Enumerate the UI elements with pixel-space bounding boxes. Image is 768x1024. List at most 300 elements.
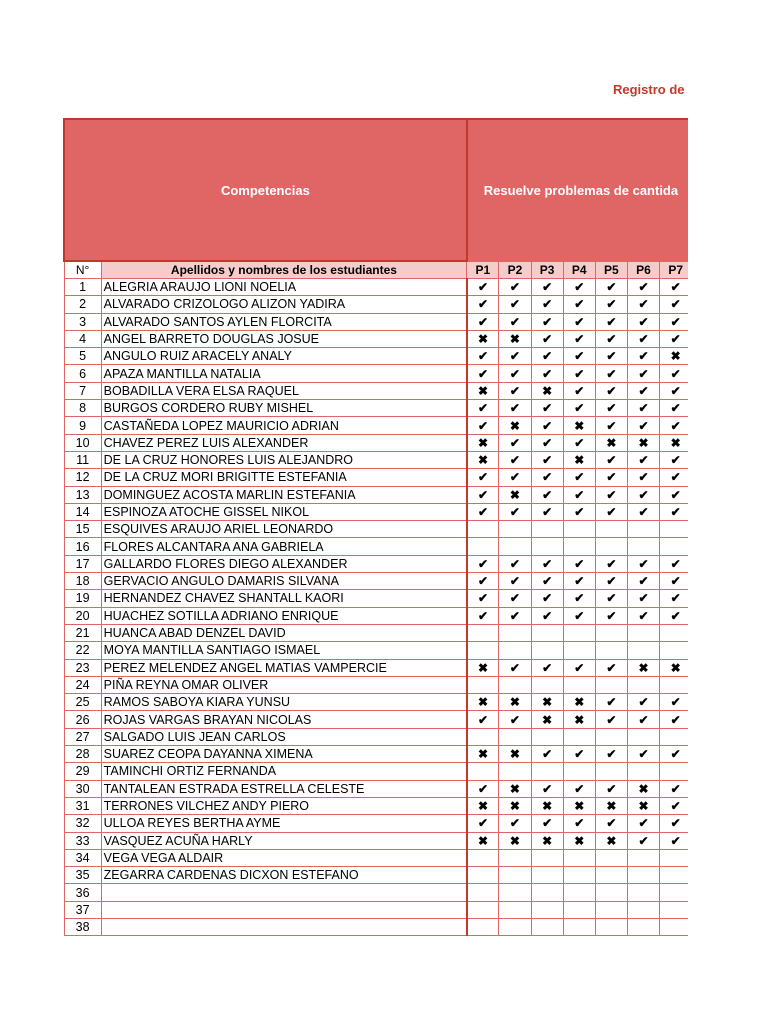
row-number-cell[interactable]: 12 [64, 469, 101, 486]
row-number-cell[interactable]: 16 [64, 538, 101, 555]
mark-cell-p7[interactable] [660, 901, 688, 918]
mark-cell-p3[interactable]: ✖ [531, 711, 563, 728]
mark-cell-p7[interactable]: ✔ [660, 313, 688, 330]
mark-cell-p6[interactable]: ✔ [627, 746, 659, 763]
mark-cell-p2[interactable]: ✔ [499, 573, 531, 590]
mark-cell-p7[interactable]: ✔ [660, 365, 688, 382]
mark-cell-p4[interactable] [563, 763, 595, 780]
student-name-cell[interactable]: ESPINOZA ATOCHE GISSEL NIKOL [101, 503, 467, 520]
mark-cell-p3[interactable]: ✖ [531, 382, 563, 399]
mark-cell-p2[interactable] [499, 676, 531, 693]
mark-cell-p5[interactable]: ✔ [595, 296, 627, 313]
student-name-cell[interactable] [101, 884, 467, 901]
mark-cell-p7[interactable]: ✔ [660, 815, 688, 832]
row-number-cell[interactable]: 3 [64, 313, 101, 330]
mark-cell-p7[interactable]: ✔ [660, 382, 688, 399]
mark-cell-p7[interactable]: ✖ [660, 659, 688, 676]
mark-cell-p6[interactable]: ✔ [627, 313, 659, 330]
student-name-cell[interactable]: ALVARADO CRIZOLOGO ALIZON YADIRA [101, 296, 467, 313]
mark-cell-p2[interactable] [499, 763, 531, 780]
mark-cell-p7[interactable]: ✔ [660, 746, 688, 763]
mark-cell-p3[interactable]: ✔ [531, 659, 563, 676]
mark-cell-p1[interactable]: ✖ [467, 832, 499, 849]
mark-cell-p3[interactable]: ✔ [531, 365, 563, 382]
student-name-cell[interactable]: ALEGRIA ARAUJO LIONI NOELIA [101, 279, 467, 296]
student-name-cell[interactable] [101, 901, 467, 918]
mark-cell-p7[interactable]: ✔ [660, 832, 688, 849]
student-name-cell[interactable]: CHAVEZ PEREZ LUIS ALEXANDER [101, 434, 467, 451]
mark-cell-p3[interactable] [531, 867, 563, 884]
mark-cell-p2[interactable]: ✔ [499, 503, 531, 520]
mark-cell-p6[interactable] [627, 884, 659, 901]
student-name-cell[interactable]: ULLOA REYES BERTHA AYME [101, 815, 467, 832]
row-number-cell[interactable]: 32 [64, 815, 101, 832]
row-number-cell[interactable]: 4 [64, 330, 101, 347]
mark-cell-p3[interactable]: ✖ [531, 832, 563, 849]
mark-cell-p6[interactable]: ✔ [627, 296, 659, 313]
mark-cell-p4[interactable]: ✔ [563, 400, 595, 417]
mark-cell-p4[interactable]: ✔ [563, 365, 595, 382]
mark-cell-p5[interactable] [595, 763, 627, 780]
row-number-cell[interactable]: 25 [64, 694, 101, 711]
mark-cell-p2[interactable] [499, 728, 531, 745]
mark-cell-p7[interactable] [660, 676, 688, 693]
mark-cell-p4[interactable]: ✔ [563, 555, 595, 572]
mark-cell-p6[interactable]: ✔ [627, 590, 659, 607]
mark-cell-p2[interactable]: ✖ [499, 694, 531, 711]
mark-cell-p3[interactable]: ✔ [531, 434, 563, 451]
row-number-cell[interactable]: 6 [64, 365, 101, 382]
mark-cell-p4[interactable] [563, 918, 595, 935]
student-name-cell[interactable]: GERVACIO ANGULO DAMARIS SILVANA [101, 573, 467, 590]
row-number-cell[interactable]: 2 [64, 296, 101, 313]
mark-cell-p7[interactable]: ✔ [660, 451, 688, 468]
mark-cell-p4[interactable]: ✖ [563, 694, 595, 711]
mark-cell-p6[interactable] [627, 867, 659, 884]
mark-cell-p1[interactable]: ✔ [467, 555, 499, 572]
mark-cell-p4[interactable] [563, 849, 595, 866]
mark-cell-p7[interactable] [660, 521, 688, 538]
row-number-cell[interactable]: 7 [64, 382, 101, 399]
mark-cell-p6[interactable] [627, 901, 659, 918]
mark-cell-p6[interactable] [627, 624, 659, 641]
student-name-cell[interactable]: ESQUIVES ARAUJO ARIEL LEONARDO [101, 521, 467, 538]
mark-cell-p6[interactable] [627, 763, 659, 780]
mark-cell-p2[interactable]: ✖ [499, 832, 531, 849]
mark-cell-p6[interactable]: ✔ [627, 400, 659, 417]
mark-cell-p2[interactable]: ✔ [499, 296, 531, 313]
mark-cell-p2[interactable]: ✔ [499, 313, 531, 330]
mark-cell-p7[interactable]: ✖ [660, 348, 688, 365]
mark-cell-p3[interactable]: ✔ [531, 780, 563, 797]
mark-cell-p2[interactable]: ✖ [499, 797, 531, 814]
mark-cell-p3[interactable]: ✔ [531, 400, 563, 417]
row-number-cell[interactable]: 11 [64, 451, 101, 468]
row-number-cell[interactable]: 21 [64, 624, 101, 641]
mark-cell-p1[interactable] [467, 884, 499, 901]
mark-cell-p5[interactable]: ✔ [595, 348, 627, 365]
mark-cell-p4[interactable]: ✔ [563, 330, 595, 347]
mark-cell-p3[interactable] [531, 849, 563, 866]
mark-cell-p4[interactable]: ✔ [563, 382, 595, 399]
mark-cell-p1[interactable]: ✖ [467, 434, 499, 451]
mark-cell-p2[interactable]: ✖ [499, 746, 531, 763]
mark-cell-p6[interactable] [627, 521, 659, 538]
mark-cell-p4[interactable] [563, 521, 595, 538]
student-name-cell[interactable]: TERRONES VILCHEZ ANDY PIERO [101, 797, 467, 814]
mark-cell-p1[interactable]: ✖ [467, 659, 499, 676]
mark-cell-p2[interactable] [499, 538, 531, 555]
mark-cell-p6[interactable]: ✔ [627, 279, 659, 296]
mark-cell-p7[interactable] [660, 918, 688, 935]
mark-cell-p7[interactable]: ✔ [660, 503, 688, 520]
mark-cell-p5[interactable]: ✔ [595, 659, 627, 676]
mark-cell-p2[interactable]: ✔ [499, 711, 531, 728]
row-number-cell[interactable]: 23 [64, 659, 101, 676]
mark-cell-p5[interactable] [595, 918, 627, 935]
mark-cell-p6[interactable]: ✔ [627, 382, 659, 399]
mark-cell-p2[interactable] [499, 521, 531, 538]
student-name-cell[interactable]: VASQUEZ ACUÑA HARLY [101, 832, 467, 849]
mark-cell-p3[interactable]: ✔ [531, 815, 563, 832]
mark-cell-p2[interactable]: ✔ [499, 607, 531, 624]
student-name-cell[interactable]: ANGULO RUIZ ARACELY ANALY [101, 348, 467, 365]
student-name-cell[interactable]: MOYA MANTILLA SANTIAGO ISMAEL [101, 642, 467, 659]
mark-cell-p1[interactable]: ✖ [467, 694, 499, 711]
student-name-cell[interactable]: HERNANDEZ CHAVEZ SHANTALL KAORI [101, 590, 467, 607]
mark-cell-p2[interactable] [499, 918, 531, 935]
mark-cell-p7[interactable]: ✔ [660, 486, 688, 503]
mark-cell-p4[interactable]: ✔ [563, 780, 595, 797]
mark-cell-p4[interactable]: ✖ [563, 451, 595, 468]
mark-cell-p5[interactable] [595, 901, 627, 918]
mark-cell-p3[interactable] [531, 901, 563, 918]
mark-cell-p3[interactable]: ✔ [531, 746, 563, 763]
mark-cell-p3[interactable]: ✖ [531, 797, 563, 814]
mark-cell-p7[interactable]: ✔ [660, 555, 688, 572]
mark-cell-p3[interactable]: ✔ [531, 486, 563, 503]
mark-cell-p3[interactable]: ✔ [531, 417, 563, 434]
mark-cell-p1[interactable] [467, 763, 499, 780]
mark-cell-p4[interactable] [563, 728, 595, 745]
mark-cell-p5[interactable]: ✔ [595, 590, 627, 607]
mark-cell-p2[interactable] [499, 642, 531, 659]
row-number-cell[interactable]: 36 [64, 884, 101, 901]
mark-cell-p1[interactable]: ✖ [467, 451, 499, 468]
mark-cell-p3[interactable]: ✔ [531, 330, 563, 347]
mark-cell-p7[interactable]: ✔ [660, 780, 688, 797]
mark-cell-p1[interactable] [467, 521, 499, 538]
row-number-cell[interactable]: 9 [64, 417, 101, 434]
mark-cell-p4[interactable]: ✔ [563, 503, 595, 520]
mark-cell-p1[interactable]: ✔ [467, 711, 499, 728]
row-number-cell[interactable]: 17 [64, 555, 101, 572]
row-number-cell[interactable]: 20 [64, 607, 101, 624]
mark-cell-p5[interactable]: ✔ [595, 486, 627, 503]
mark-cell-p1[interactable] [467, 642, 499, 659]
mark-cell-p2[interactable] [499, 624, 531, 641]
mark-cell-p7[interactable]: ✔ [660, 590, 688, 607]
mark-cell-p4[interactable] [563, 867, 595, 884]
mark-cell-p2[interactable]: ✔ [499, 555, 531, 572]
mark-cell-p3[interactable]: ✔ [531, 451, 563, 468]
row-number-cell[interactable]: 30 [64, 780, 101, 797]
mark-cell-p6[interactable] [627, 676, 659, 693]
mark-cell-p6[interactable] [627, 642, 659, 659]
mark-cell-p2[interactable]: ✔ [499, 451, 531, 468]
mark-cell-p3[interactable]: ✔ [531, 296, 563, 313]
mark-cell-p4[interactable] [563, 901, 595, 918]
mark-cell-p4[interactable]: ✔ [563, 590, 595, 607]
mark-cell-p1[interactable]: ✔ [467, 469, 499, 486]
mark-cell-p1[interactable] [467, 849, 499, 866]
student-name-cell[interactable]: FLORES ALCANTARA ANA GABRIELA [101, 538, 467, 555]
mark-cell-p1[interactable]: ✔ [467, 573, 499, 590]
mark-cell-p3[interactable]: ✔ [531, 555, 563, 572]
mark-cell-p7[interactable]: ✔ [660, 607, 688, 624]
mark-cell-p2[interactable]: ✔ [499, 659, 531, 676]
mark-cell-p2[interactable] [499, 867, 531, 884]
student-name-cell[interactable]: ALVARADO SANTOS AYLEN FLORCITA [101, 313, 467, 330]
mark-cell-p7[interactable] [660, 538, 688, 555]
mark-cell-p5[interactable] [595, 849, 627, 866]
student-name-cell[interactable]: ANGEL BARRETO DOUGLAS JOSUE [101, 330, 467, 347]
mark-cell-p3[interactable]: ✔ [531, 573, 563, 590]
mark-cell-p1[interactable]: ✖ [467, 746, 499, 763]
mark-cell-p4[interactable] [563, 642, 595, 659]
mark-cell-p7[interactable] [660, 884, 688, 901]
mark-cell-p6[interactable]: ✖ [627, 780, 659, 797]
row-number-cell[interactable]: 26 [64, 711, 101, 728]
mark-cell-p1[interactable]: ✖ [467, 797, 499, 814]
mark-cell-p1[interactable]: ✔ [467, 296, 499, 313]
mark-cell-p5[interactable]: ✔ [595, 555, 627, 572]
mark-cell-p1[interactable] [467, 867, 499, 884]
student-name-cell[interactable]: TANTALEAN ESTRADA ESTRELLA CELESTE [101, 780, 467, 797]
mark-cell-p7[interactable]: ✖ [660, 434, 688, 451]
mark-cell-p5[interactable]: ✔ [595, 694, 627, 711]
row-number-cell[interactable]: 29 [64, 763, 101, 780]
mark-cell-p6[interactable]: ✖ [627, 434, 659, 451]
mark-cell-p2[interactable] [499, 901, 531, 918]
mark-cell-p6[interactable]: ✔ [627, 832, 659, 849]
mark-cell-p7[interactable]: ✔ [660, 711, 688, 728]
mark-cell-p6[interactable]: ✔ [627, 348, 659, 365]
mark-cell-p5[interactable]: ✔ [595, 313, 627, 330]
mark-cell-p3[interactable]: ✔ [531, 469, 563, 486]
mark-cell-p4[interactable] [563, 676, 595, 693]
row-number-cell[interactable]: 37 [64, 901, 101, 918]
student-name-cell[interactable]: ROJAS VARGAS BRAYAN NICOLAS [101, 711, 467, 728]
mark-cell-p4[interactable]: ✔ [563, 573, 595, 590]
mark-cell-p6[interactable] [627, 918, 659, 935]
mark-cell-p5[interactable]: ✔ [595, 365, 627, 382]
mark-cell-p7[interactable] [660, 728, 688, 745]
student-name-cell[interactable]: DOMINGUEZ ACOSTA MARLIN ESTEFANIA [101, 486, 467, 503]
mark-cell-p5[interactable] [595, 728, 627, 745]
mark-cell-p1[interactable]: ✖ [467, 382, 499, 399]
mark-cell-p5[interactable] [595, 624, 627, 641]
mark-cell-p4[interactable]: ✔ [563, 348, 595, 365]
mark-cell-p3[interactable] [531, 918, 563, 935]
student-name-cell[interactable]: BURGOS CORDERO RUBY MISHEL [101, 400, 467, 417]
mark-cell-p7[interactable] [660, 642, 688, 659]
mark-cell-p2[interactable]: ✔ [499, 279, 531, 296]
mark-cell-p6[interactable]: ✔ [627, 330, 659, 347]
mark-cell-p1[interactable]: ✔ [467, 815, 499, 832]
mark-cell-p6[interactable]: ✖ [627, 797, 659, 814]
student-name-cell[interactable]: TAMINCHI ORTIZ FERNANDA [101, 763, 467, 780]
row-number-cell[interactable]: 38 [64, 918, 101, 935]
mark-cell-p3[interactable]: ✖ [531, 694, 563, 711]
mark-cell-p6[interactable]: ✔ [627, 573, 659, 590]
mark-cell-p5[interactable]: ✔ [595, 607, 627, 624]
mark-cell-p1[interactable] [467, 676, 499, 693]
mark-cell-p7[interactable] [660, 867, 688, 884]
mark-cell-p1[interactable]: ✔ [467, 313, 499, 330]
mark-cell-p5[interactable]: ✖ [595, 797, 627, 814]
mark-cell-p1[interactable]: ✔ [467, 503, 499, 520]
mark-cell-p5[interactable]: ✖ [595, 434, 627, 451]
mark-cell-p4[interactable] [563, 884, 595, 901]
mark-cell-p7[interactable]: ✔ [660, 694, 688, 711]
row-number-cell[interactable]: 24 [64, 676, 101, 693]
student-name-cell[interactable]: RAMOS SABOYA KIARA YUNSU [101, 694, 467, 711]
mark-cell-p1[interactable]: ✔ [467, 348, 499, 365]
mark-cell-p3[interactable] [531, 676, 563, 693]
mark-cell-p2[interactable]: ✔ [499, 348, 531, 365]
mark-cell-p6[interactable]: ✔ [627, 555, 659, 572]
mark-cell-p5[interactable]: ✔ [595, 330, 627, 347]
row-number-cell[interactable]: 27 [64, 728, 101, 745]
row-number-cell[interactable]: 35 [64, 867, 101, 884]
student-name-cell[interactable]: HUANCA ABAD DENZEL DAVID [101, 624, 467, 641]
mark-cell-p2[interactable]: ✔ [499, 382, 531, 399]
mark-cell-p3[interactable] [531, 728, 563, 745]
mark-cell-p1[interactable] [467, 901, 499, 918]
mark-cell-p7[interactable]: ✔ [660, 469, 688, 486]
mark-cell-p3[interactable]: ✔ [531, 313, 563, 330]
mark-cell-p5[interactable] [595, 676, 627, 693]
student-name-cell[interactable]: HUACHEZ SOTILLA ADRIANO ENRIQUE [101, 607, 467, 624]
mark-cell-p2[interactable]: ✔ [499, 434, 531, 451]
mark-cell-p4[interactable]: ✔ [563, 815, 595, 832]
mark-cell-p7[interactable]: ✔ [660, 573, 688, 590]
mark-cell-p5[interactable] [595, 521, 627, 538]
mark-cell-p6[interactable]: ✔ [627, 694, 659, 711]
mark-cell-p7[interactable] [660, 624, 688, 641]
row-number-cell[interactable]: 22 [64, 642, 101, 659]
mark-cell-p4[interactable]: ✖ [563, 711, 595, 728]
row-number-cell[interactable]: 8 [64, 400, 101, 417]
mark-cell-p4[interactable]: ✔ [563, 313, 595, 330]
mark-cell-p6[interactable]: ✖ [627, 659, 659, 676]
mark-cell-p1[interactable]: ✖ [467, 330, 499, 347]
mark-cell-p1[interactable]: ✔ [467, 486, 499, 503]
mark-cell-p4[interactable]: ✔ [563, 296, 595, 313]
mark-cell-p5[interactable]: ✔ [595, 469, 627, 486]
mark-cell-p6[interactable]: ✔ [627, 417, 659, 434]
mark-cell-p1[interactable]: ✔ [467, 400, 499, 417]
mark-cell-p7[interactable] [660, 763, 688, 780]
mark-cell-p4[interactable]: ✖ [563, 417, 595, 434]
mark-cell-p2[interactable]: ✖ [499, 330, 531, 347]
mark-cell-p4[interactable]: ✖ [563, 832, 595, 849]
mark-cell-p4[interactable] [563, 624, 595, 641]
row-number-cell[interactable]: 1 [64, 279, 101, 296]
mark-cell-p5[interactable] [595, 884, 627, 901]
mark-cell-p6[interactable]: ✔ [627, 486, 659, 503]
mark-cell-p1[interactable]: ✔ [467, 780, 499, 797]
mark-cell-p4[interactable]: ✔ [563, 486, 595, 503]
mark-cell-p3[interactable]: ✔ [531, 279, 563, 296]
mark-cell-p3[interactable]: ✔ [531, 590, 563, 607]
mark-cell-p2[interactable]: ✖ [499, 417, 531, 434]
mark-cell-p4[interactable]: ✔ [563, 607, 595, 624]
mark-cell-p4[interactable]: ✖ [563, 797, 595, 814]
mark-cell-p7[interactable]: ✔ [660, 279, 688, 296]
mark-cell-p6[interactable]: ✔ [627, 451, 659, 468]
mark-cell-p1[interactable]: ✔ [467, 590, 499, 607]
row-number-cell[interactable]: 5 [64, 348, 101, 365]
row-number-cell[interactable]: 14 [64, 503, 101, 520]
mark-cell-p7[interactable] [660, 849, 688, 866]
student-name-cell[interactable]: GALLARDO FLORES DIEGO ALEXANDER [101, 555, 467, 572]
mark-cell-p5[interactable]: ✔ [595, 503, 627, 520]
row-number-cell[interactable]: 31 [64, 797, 101, 814]
mark-cell-p6[interactable]: ✔ [627, 607, 659, 624]
mark-cell-p5[interactable]: ✔ [595, 746, 627, 763]
mark-cell-p2[interactable] [499, 884, 531, 901]
mark-cell-p4[interactable]: ✔ [563, 434, 595, 451]
student-name-cell[interactable]: SUAREZ CEOPA DAYANNA XIMENA [101, 746, 467, 763]
mark-cell-p1[interactable] [467, 728, 499, 745]
row-number-cell[interactable]: 13 [64, 486, 101, 503]
mark-cell-p1[interactable] [467, 624, 499, 641]
student-name-cell[interactable]: PEREZ MELENDEZ ANGEL MATIAS VAMPERCIE [101, 659, 467, 676]
mark-cell-p2[interactable]: ✔ [499, 590, 531, 607]
mark-cell-p4[interactable]: ✔ [563, 659, 595, 676]
row-number-cell[interactable]: 33 [64, 832, 101, 849]
mark-cell-p6[interactable] [627, 849, 659, 866]
mark-cell-p6[interactable] [627, 538, 659, 555]
student-name-cell[interactable]: PIÑA REYNA OMAR OLIVER [101, 676, 467, 693]
mark-cell-p7[interactable]: ✔ [660, 400, 688, 417]
student-name-cell[interactable]: APAZA MANTILLA NATALIA [101, 365, 467, 382]
mark-cell-p4[interactable]: ✔ [563, 469, 595, 486]
student-name-cell[interactable]: SALGADO LUIS JEAN CARLOS [101, 728, 467, 745]
mark-cell-p5[interactable]: ✔ [595, 711, 627, 728]
mark-cell-p1[interactable]: ✔ [467, 365, 499, 382]
mark-cell-p3[interactable] [531, 642, 563, 659]
student-name-cell[interactable]: BOBADILLA VERA ELSA RAQUEL [101, 382, 467, 399]
mark-cell-p5[interactable]: ✔ [595, 780, 627, 797]
mark-cell-p5[interactable] [595, 538, 627, 555]
mark-cell-p6[interactable]: ✔ [627, 365, 659, 382]
row-number-cell[interactable]: 15 [64, 521, 101, 538]
mark-cell-p7[interactable]: ✔ [660, 417, 688, 434]
mark-cell-p7[interactable]: ✔ [660, 330, 688, 347]
student-name-cell[interactable] [101, 918, 467, 935]
mark-cell-p6[interactable] [627, 728, 659, 745]
student-name-cell[interactable]: DE LA CRUZ HONORES LUIS ALEJANDRO [101, 451, 467, 468]
mark-cell-p5[interactable]: ✔ [595, 451, 627, 468]
mark-cell-p3[interactable] [531, 624, 563, 641]
mark-cell-p2[interactable]: ✖ [499, 486, 531, 503]
row-number-cell[interactable]: 18 [64, 573, 101, 590]
mark-cell-p6[interactable]: ✔ [627, 711, 659, 728]
mark-cell-p5[interactable] [595, 867, 627, 884]
